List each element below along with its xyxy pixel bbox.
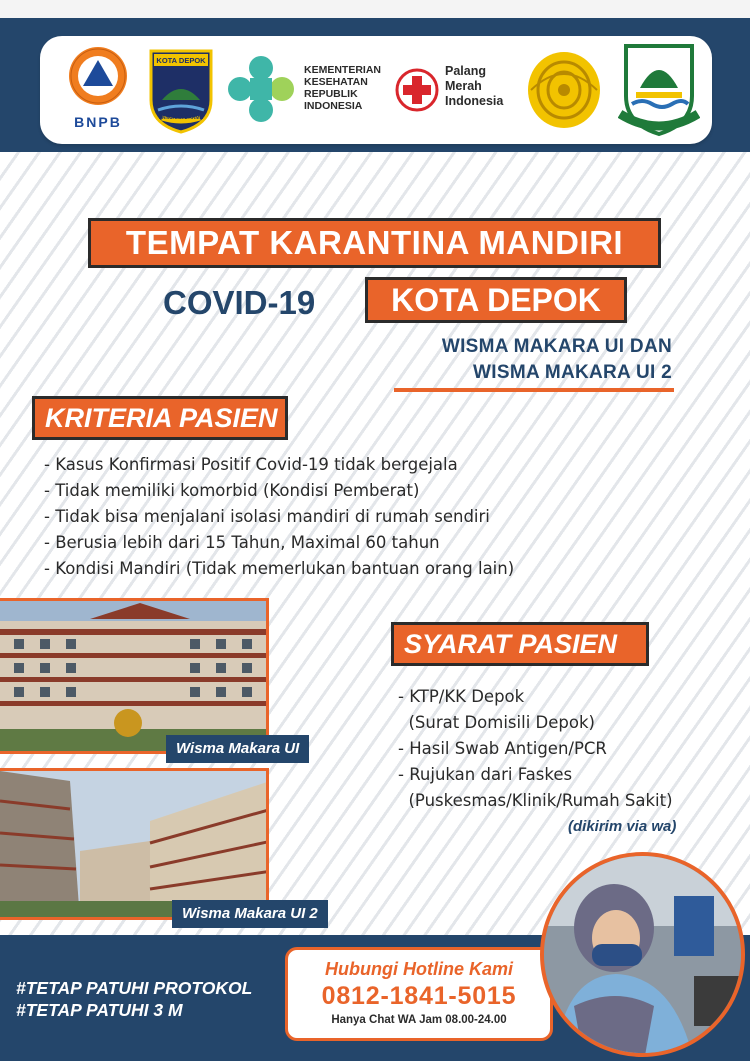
kriteria-list xyxy=(44,452,514,582)
list-item: (Puskesmas/Klinik/Rumah Sakit) xyxy=(398,791,673,810)
location-underline xyxy=(394,388,674,392)
operator-image xyxy=(544,856,745,1057)
makara-ui-icon xyxy=(523,48,605,132)
depok-bottom-label: PANCARA DARMA xyxy=(158,115,204,121)
kota-depok-logo xyxy=(148,48,214,134)
hotline-note: Hanya Chat WA Jam 08.00-24.00 xyxy=(331,1014,507,1026)
pmi-label: Palang Merah Indonesia xyxy=(445,64,504,108)
jabar-shield-icon xyxy=(618,42,700,138)
list-item: - Tidak memiliki komorbid (Kondisi Pemberat) xyxy=(44,481,420,500)
list-item: - KTP/KK Depok xyxy=(398,687,525,706)
list-item: - Rujukan dari Faskes xyxy=(398,765,573,784)
city-title: KOTA DEPOK xyxy=(365,277,627,323)
list-item: - Hasil Swab Antigen/PCR xyxy=(398,739,607,758)
ui-makara-logo xyxy=(523,48,605,132)
bnpb-emblem-icon xyxy=(62,44,134,108)
syarat-list xyxy=(398,684,673,814)
syarat-note: (dikirim via wa) xyxy=(568,818,677,835)
hotline-number[interactable]: 0812-1841-5015 xyxy=(321,982,517,1010)
logo-card xyxy=(40,36,712,144)
bnpb-label: BNPB xyxy=(74,114,122,130)
hotline-title: Hubungi Hotline Kami xyxy=(325,959,513,979)
wisma-makara-ui-photo xyxy=(0,598,269,754)
kemenkes-cross-icon xyxy=(226,54,296,124)
location-line-2: WISMA MAKARA UI 2 xyxy=(473,362,672,383)
main-title: TEMPAT KARANTINA MANDIRI xyxy=(88,218,661,268)
bnpb-logo xyxy=(62,44,134,136)
red-cross-icon xyxy=(395,68,439,112)
wisma-makara-ui-caption: Wisma Makara UI xyxy=(166,735,309,763)
list-item: - Kasus Konfirmasi Positif Covid-19 tidak bergejala xyxy=(44,455,458,474)
syarat-heading: SYARAT PASIEN xyxy=(391,622,649,666)
kemenkes-label: KEMENTERIAN KESEHATAN REPUBLIK INDONESIA xyxy=(304,64,382,112)
wisma-makara-ui-2-photo xyxy=(0,768,269,920)
building-2-image xyxy=(0,771,269,920)
kriteria-heading: KRITERIA PASIEN xyxy=(32,396,288,440)
covid-title: COVID-19 xyxy=(163,284,316,321)
jabar-logo xyxy=(618,42,700,138)
hashtag-protokol: #TETAP PATUHI PROTOKOL xyxy=(16,978,253,998)
list-item: - Tidak bisa menjalani isolasi mandiri di rumah sendiri xyxy=(44,507,490,526)
hotline-box xyxy=(285,947,553,1041)
list-item: (Surat Domisili Depok) xyxy=(398,713,595,732)
kemenkes-logo xyxy=(226,54,401,126)
wisma-makara-ui-2-caption: Wisma Makara UI 2 xyxy=(172,900,328,928)
location-line-1: WISMA MAKARA UI DAN xyxy=(441,336,672,357)
list-item: - Kondisi Mandiri (Tidak memerlukan bantuan orang lain) xyxy=(44,559,515,578)
hashtag-3m: #TETAP PATUHI 3 M xyxy=(16,1000,183,1020)
building-1-image xyxy=(0,601,269,754)
depok-top-label: KOTA DEPOK xyxy=(156,56,206,65)
call-center-operator-photo xyxy=(540,852,745,1057)
list-item: - Berusia lebih dari 15 Tahun, Maximal 60 tahun xyxy=(44,533,440,552)
pmi-logo xyxy=(395,64,515,124)
